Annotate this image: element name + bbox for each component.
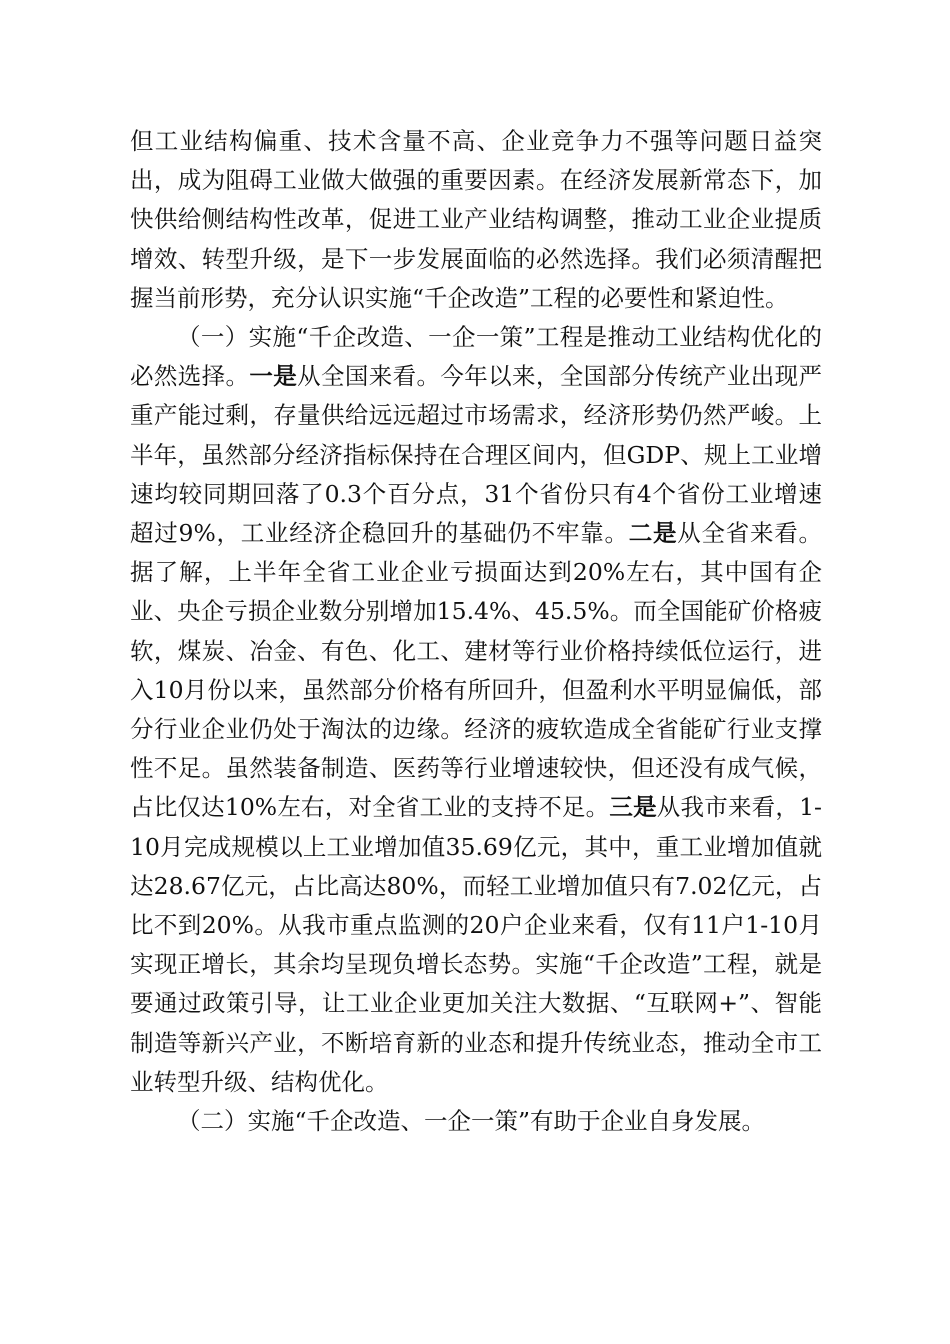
point-two-marker: 二是: [628, 519, 678, 548]
section-two-heading: （二）实施“千企改造、一企一策”有助于企业自身发展。: [177, 1107, 766, 1136]
intro-text: 但工业结构偏重、技术含量不高、企业竞争力不强等问题日益突出，成为阻碍工业做大做强的重要因素。在经济发展新常态下，加快供给侧结构性改革，促进工业产业结构调整，推动工业企业提质增效、转型升级，是下一步发展面临的必然选择。我们必须清醒把握当前形势，充分认识实施“千企改造”工程的必要性和紧迫性。: [130, 127, 822, 312]
body-text: [130, 122, 822, 1141]
paragraph-section-two: [130, 1102, 822, 1141]
paragraph-section-one: [130, 318, 822, 1102]
point-three-marker: 三是: [609, 793, 657, 822]
section-one-heading: （一）实施“千企改造、一企一策”工程是推动工业结构优化的必然选择。: [130, 323, 822, 391]
point-one-text: 从全国来看。今年以来，全国部分传统产业出现严重产能过剩，存量供给远远超过市场需求，经济形势仍然严峻。上半年，虽然部分经济指标保持在合理区间内，但GDP、规上工业增速均较同期回落了0.3个百分点，31个省份只有4个省份工业增速超过9%，工业经济企稳回升的基础仍不牢靠。: [130, 362, 822, 548]
point-one-marker: 一是: [249, 362, 298, 391]
point-two-text: 从全省来看。据了解，上半年全省工业企业亏损面达到20%左右，其中国有企业、央企亏损企业数分别增加15.4%、45.5%。而全国能矿价格疲软，煤炭、冶金、有色、化工、建材等行业价格持续低位运行，进入10月份以来，虽然部分价格有所回升，但盈利水平明显偏低，部分行业企业仍处于淘汰的边缘。经济的疲软造成全省能矿行业支撑性不足。虽然装备制造、医药等行业增速较快，但还没有成气候，占比仅达10%左右，对全省工业的支持不足。: [130, 519, 823, 822]
point-three-text: 从我市来看，1-10月完成规模以上工业增加值35.69亿元，其中，重工业增加值就达28.67亿元，占比高达80%，而轻工业增加值只有7.02亿元，占比不到20%。从我市重点监测的20户企业来看，仅有11户1-10月实现正增长，其余均呈现负增长态势。实施“千企改造”工程，就是要通过政策引导，让工业企业更加关注大数据、“互联网+”、智能制造等新兴产业，不断培育新的业态和提升传统业态，推动全市工业转型升级、结构优化。: [130, 793, 822, 1096]
paragraph-intro: [130, 122, 822, 318]
